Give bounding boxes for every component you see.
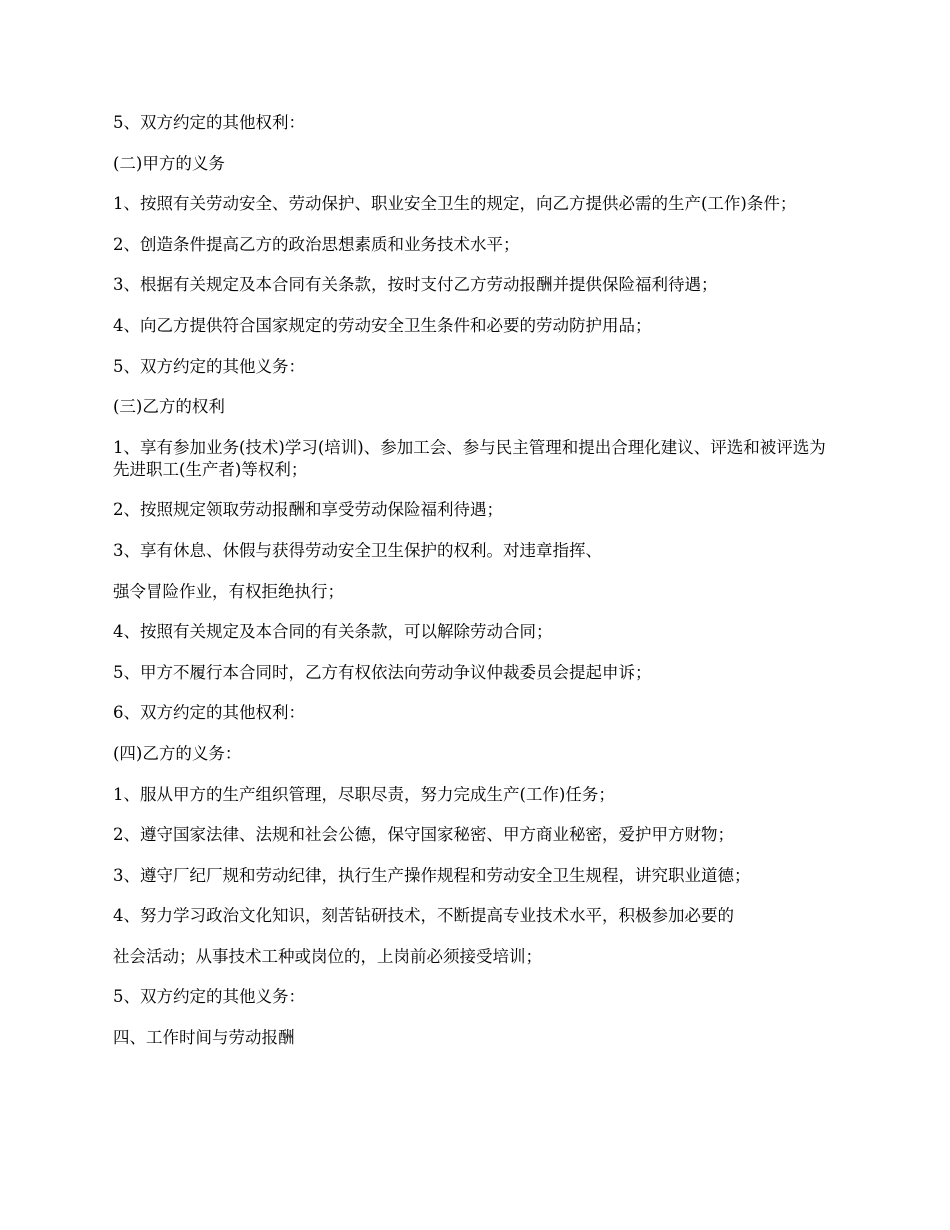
section-heading: (二)甲方的义务 — [113, 153, 225, 173]
paragraph: 6、双方约定的其他权利： — [113, 703, 305, 723]
paragraph: 1、享有参加业务(技术)学习(培训)、参加工会、参与民主管理和提出合理化建议、评选和被评选为先进职工(生产者)等权利； — [113, 437, 826, 479]
paragraph: 3、享有休息、休假与获得劳动安全卫生保护的权利。对违章指挥、 — [113, 540, 602, 560]
paragraph: 5、双方约定的其他权利： — [113, 113, 305, 132]
paragraph: 2、创造条件提高乙方的政治思想素质和业务技术水平； — [113, 234, 520, 254]
document-body — [113, 112, 838, 1068]
paragraph: 3、遵守厂纪厂规和劳动纪律，执行生产操作规程和劳动安全卫生规程，讲究职业道德； — [113, 865, 751, 885]
paragraph: 1、按照有关劳动安全、劳动保护、职业安全卫生的规定，向乙方提供必需的生产(工作)条件； — [113, 194, 797, 214]
paragraph: 强令冒险作业，有权拒绝执行； — [113, 581, 344, 601]
paragraph: 1、服从甲方的生产组织管理，尽职尽责，努力完成生产(工作)任务； — [113, 784, 615, 804]
paragraph: 4、向乙方提供符合国家规定的劳动安全卫生条件和必要的劳动防护用品； — [113, 315, 652, 335]
paragraph: 4、按照有关规定及本合同的有关条款，可以解除劳动合同； — [113, 622, 553, 642]
paragraph: 5、甲方不履行本合同时，乙方有权依法向劳动争议仲裁委员会提起申诉； — [113, 662, 652, 682]
paragraph: 4、努力学习政治文化知识，刻苦钻研技术，不断提高专业技术水平，积极参加必要的 — [113, 906, 734, 926]
section-heading: (三)乙方的权利 — [113, 397, 225, 417]
paragraph: 2、遵守国家法律、法规和社会公德，保守国家秘密、甲方商业秘密，爱护甲方财物； — [113, 825, 734, 845]
paragraph: 社会活动；从事技术工种或岗位的，上岗前必须接受培训； — [113, 946, 542, 966]
section-heading: (四)乙方的义务： — [113, 743, 242, 763]
paragraph: 5、双方约定的其他义务： — [113, 356, 305, 376]
paragraph: 2、按照规定领取劳动报酬和享受劳动保险福利待遇； — [113, 500, 503, 520]
chapter-heading: 四、工作时间与劳动报酬 — [113, 1028, 295, 1048]
paragraph: 5、双方约定的其他义务： — [113, 987, 305, 1007]
paragraph: 3、根据有关规定及本合同有关条款，按时支付乙方劳动报酬并提供保险福利待遇； — [113, 275, 718, 295]
